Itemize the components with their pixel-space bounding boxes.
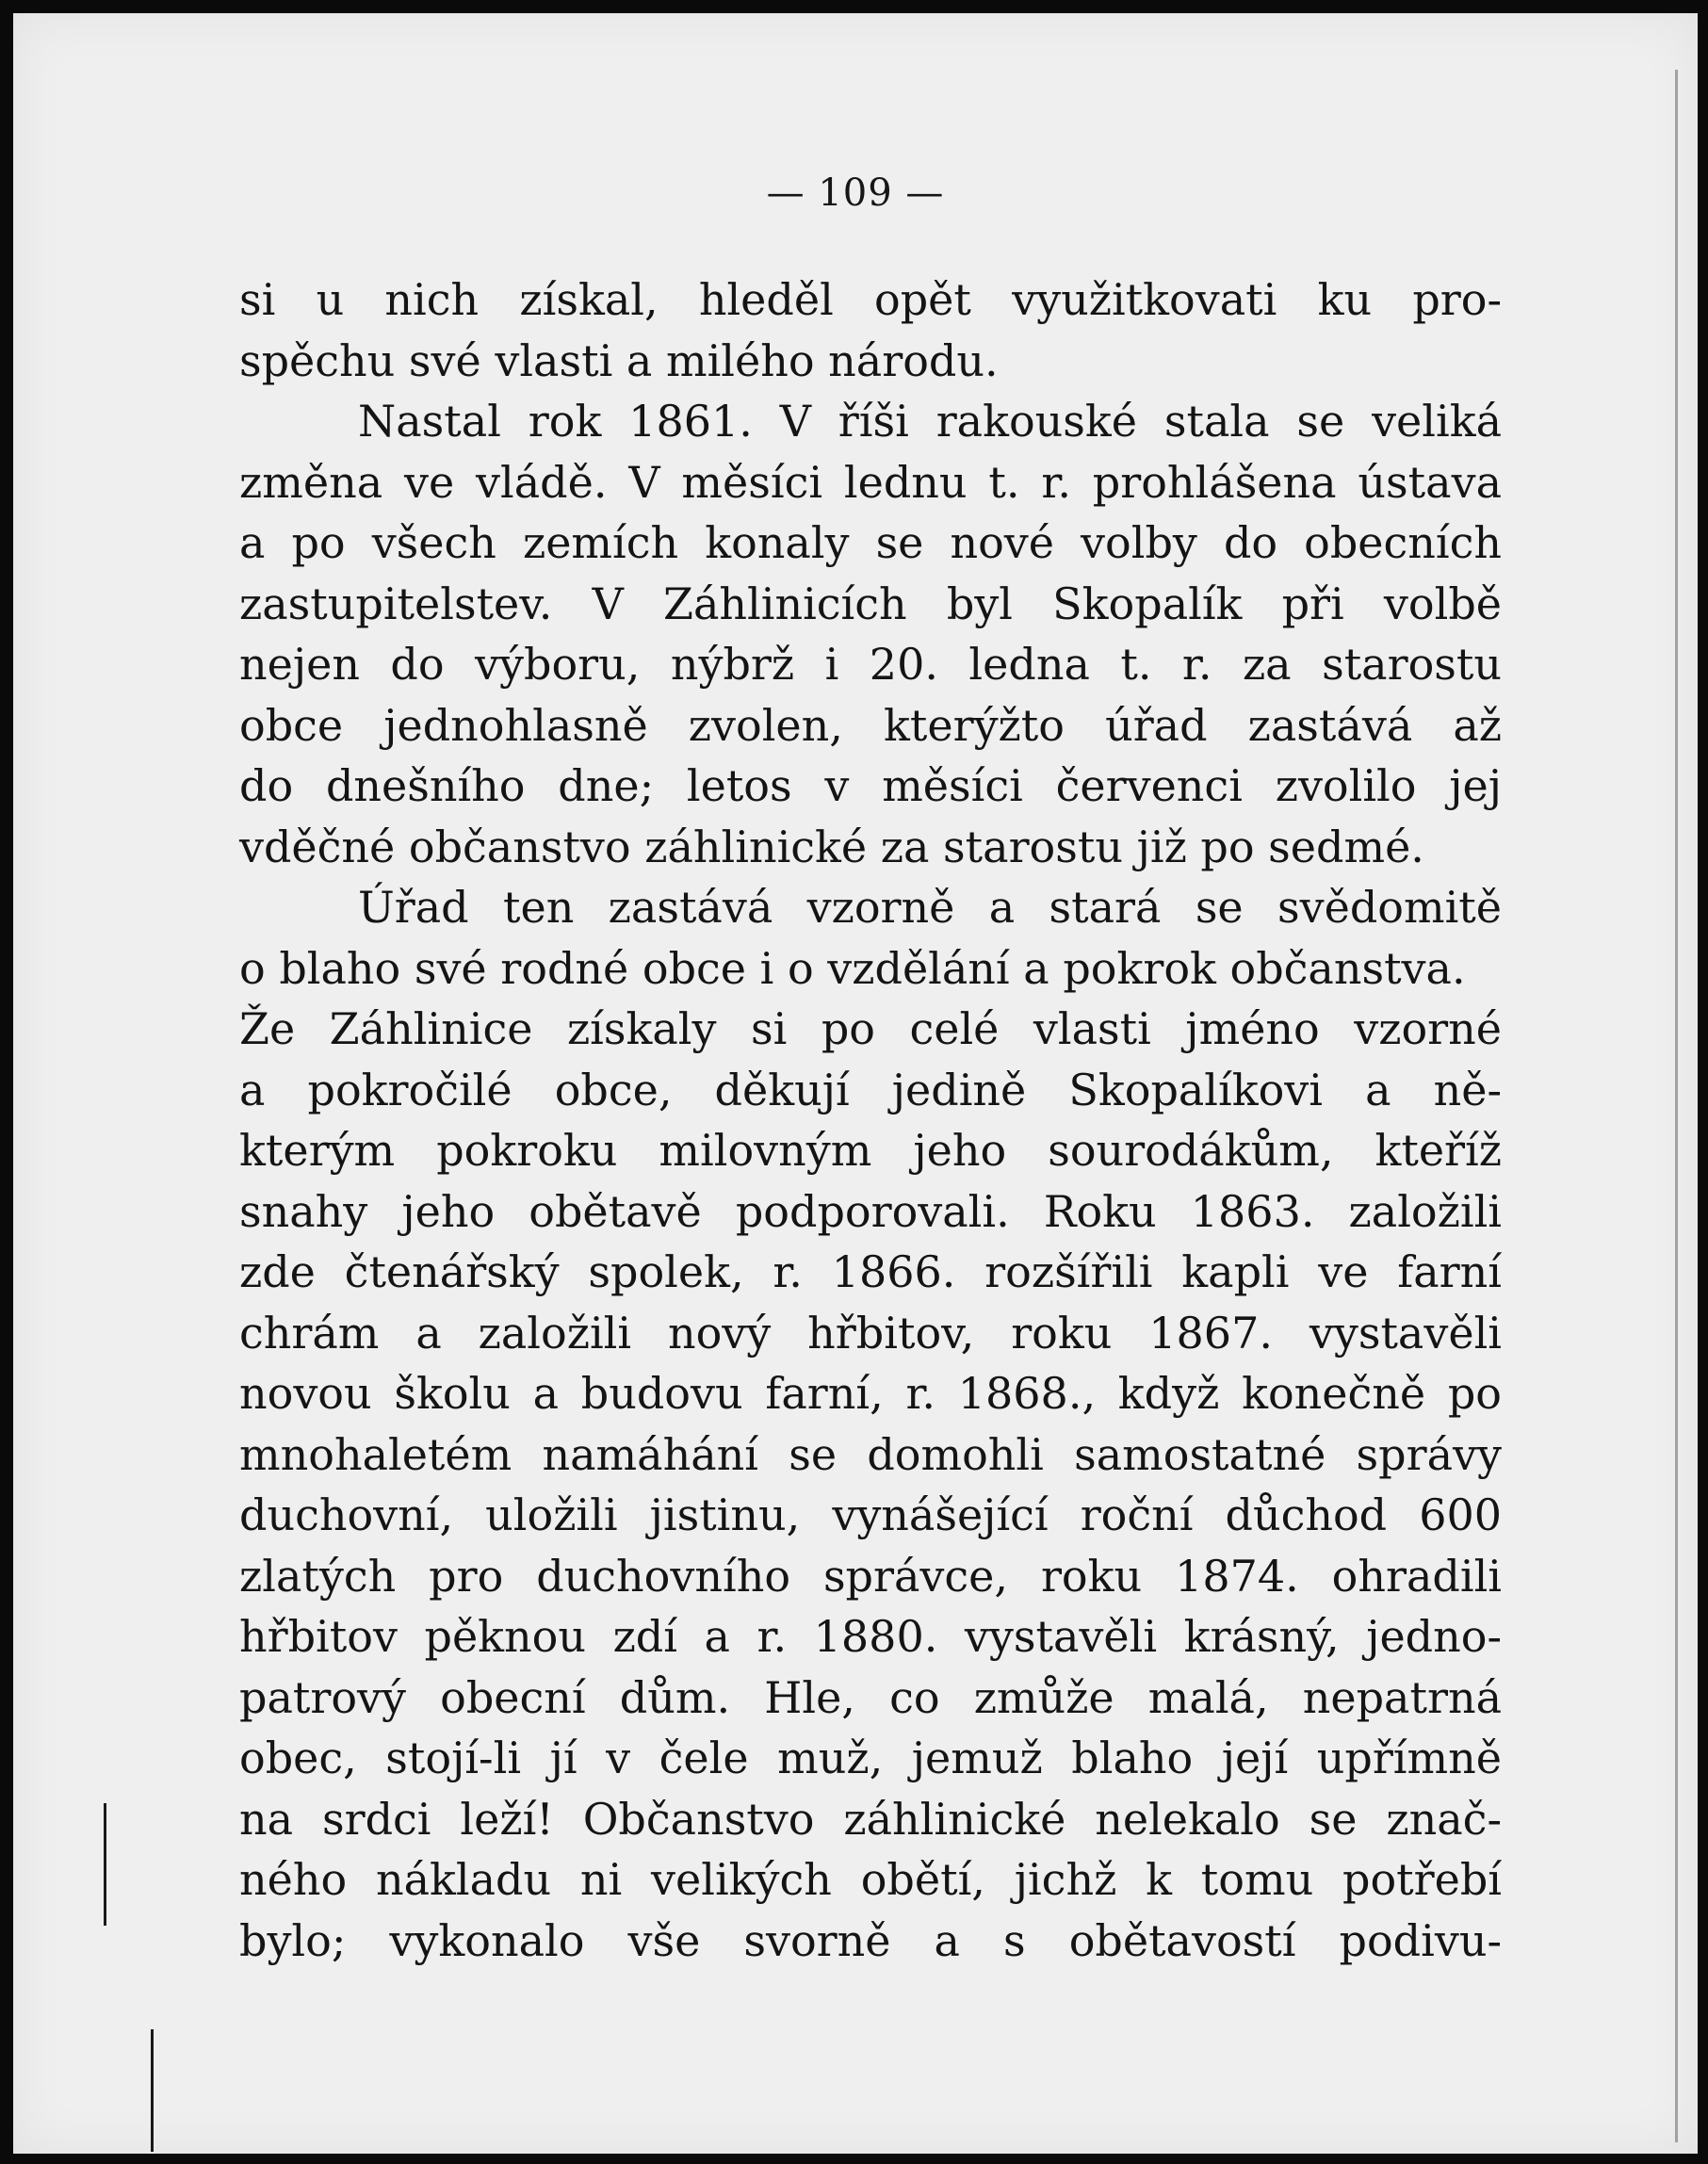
book-page xyxy=(13,13,1698,2154)
text-line: mnohaletém namáhání se domohli samostatné správy xyxy=(239,1428,1502,1480)
text-line: patrový obecní dům. Hle, co zmůže malá, nepatrná xyxy=(239,1671,1502,1723)
text-line: si u nich získal, hleděl opět využitkovati ku pro- xyxy=(239,274,1502,325)
text-line: zde čtenářský spolek, r. 1866. rozšířili kapli ve farní xyxy=(239,1246,1502,1297)
text-line: a pokročilé obce, děkují jedině Skopalíkovi a ně- xyxy=(239,1064,1502,1115)
text-line: a po všech zemích konaly se nové volby do obecních xyxy=(239,517,1502,568)
text-line: novou školu a budovu farní, r. 1868., když konečně po xyxy=(239,1368,1502,1419)
text-line: snahy jeho obětavě podporovali. Roku 1863. založili xyxy=(239,1185,1502,1237)
text-line: kterým pokroku milovným jeho sourodákům, kteříž xyxy=(239,1125,1502,1176)
text-line: duchovní, uložili jistinu, vynášející roční důchod 600 xyxy=(239,1489,1502,1540)
text-line: Nastal rok 1861. V říši rakouské stala se veliká xyxy=(358,396,1502,447)
text-line: chrám a založili nový hřbitov, roku 1867. vystavěli xyxy=(239,1307,1502,1359)
text-line: Že Záhlinice získaly si po celé vlasti jméno vzorné xyxy=(239,1003,1502,1054)
text-line: zlatých pro duchovního správce, roku 1874. ohradili xyxy=(239,1550,1502,1602)
text-line: na srdci leží! Občanstvo záhlinické nelekalo se znač- xyxy=(239,1793,1502,1845)
scan-edge-mark-left-top xyxy=(104,1803,106,1926)
text-line: bylo; vykonalo vše svorně a s obětavostí podivu- xyxy=(239,1914,1502,1966)
text-line: obce jednohlasně zvolen, kterýžto úřad zastává až xyxy=(239,699,1502,751)
page-number: — 109 — xyxy=(766,171,945,215)
body-text xyxy=(239,269,1502,1971)
text-line: obec, stojí-li jí v čele muž, jemuž blaho její upřímně xyxy=(239,1733,1502,1783)
text-line: Úřad ten zastává vzorně a stará se svědomitě xyxy=(358,882,1502,933)
text-line: ného nákladu ni velikých obětí, jichž k tomu potřebí xyxy=(239,1854,1502,1905)
scan-edge-mark-right xyxy=(1675,70,1678,2142)
text-line: hřbitov pěknou zdí a r. 1880. vystavěli krásný, jedno- xyxy=(239,1611,1502,1662)
text-line: zastupitelstev. V Záhlinicích byl Skopalík při volbě xyxy=(239,578,1502,629)
scan-edge-mark-left-bottom xyxy=(151,2029,154,2152)
text-line: o blaho své rodné obce i o vzdělání a pokrok občanstva. xyxy=(239,942,1466,994)
text-line: změna ve vládě. V měsíci lednu t. r. prohlášena ústava xyxy=(239,456,1502,508)
text-line: do dnešního dne; letos v měsíci červenci zvolilo jej xyxy=(239,760,1502,811)
text-line: spěchu své vlasti a milého národu. xyxy=(239,334,999,386)
text-line: nejen do výboru, nýbrž i 20. ledna t. r. za starostu xyxy=(239,639,1502,690)
text-line: vděčné občanstvo záhlinické za starostu již po sedmé. xyxy=(239,821,1424,872)
